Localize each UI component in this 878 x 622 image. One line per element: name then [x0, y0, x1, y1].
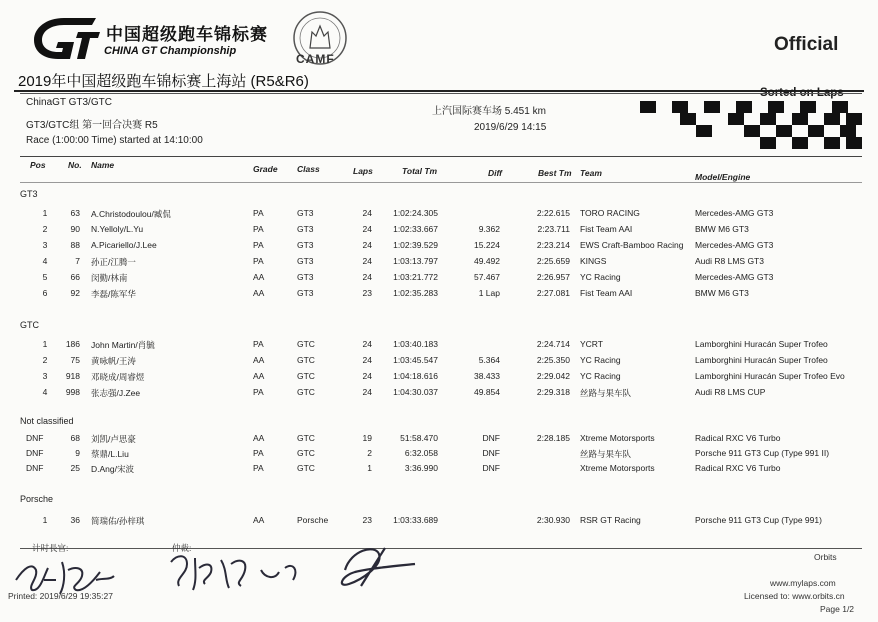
cell-laps: 24 — [362, 240, 372, 250]
cell-no: 918 — [65, 371, 80, 381]
table-row — [0, 433, 878, 446]
cell-best: 2:23.214 — [536, 240, 570, 250]
brand-chinese: 中国超级跑车锦标赛 — [106, 25, 268, 44]
cell-laps: 24 — [362, 272, 372, 282]
cell-team: 丝路与果车队 — [580, 449, 632, 459]
cell-model: Mercedes-AMG GT3 — [695, 240, 774, 250]
cell-class: GTC — [297, 355, 315, 365]
section-gtc: GTC — [20, 320, 39, 330]
cell-name: 简瑞佑/孙梓琪 — [91, 516, 145, 526]
cell-diff: 49.492 — [474, 256, 500, 266]
col-no: No. — [68, 160, 82, 170]
cell-name: D.Ang/宋波 — [91, 464, 134, 474]
orbits-label: Orbits — [814, 552, 837, 562]
cell-laps: 24 — [362, 208, 372, 218]
cell-class: Porsche — [297, 515, 329, 525]
cell-class: GT3 — [297, 240, 314, 250]
cell-pos: DNF — [26, 433, 44, 443]
cell-pos: DNF — [26, 463, 44, 473]
table-row — [0, 288, 878, 301]
cell-team: Fist Team AAI — [580, 288, 633, 298]
cell-team: RSR GT Racing — [580, 515, 641, 525]
race-label: GT3/GTC组 第一回合决赛 R5 — [26, 120, 158, 131]
table-row — [0, 371, 878, 384]
cell-best: 2:22.615 — [536, 208, 570, 218]
cell-diff: 1 Lap — [478, 288, 500, 298]
cell-model: Audi R8 LMS CUP — [695, 387, 766, 397]
col-diff: Diff — [488, 168, 503, 178]
mylaps-url: www.mylaps.com — [770, 578, 836, 588]
cell-name: A.Picariello/J.Lee — [91, 240, 157, 250]
cell-no: 66 — [70, 272, 80, 282]
cell-grade: PA — [253, 339, 264, 349]
cell-laps: 24 — [362, 355, 372, 365]
col-name: Name — [91, 160, 115, 170]
brand-english: CHINA GT Championship — [104, 45, 237, 57]
table-row — [0, 463, 878, 476]
col-total: Total Tm — [402, 166, 438, 176]
cell-class: GTC — [297, 433, 315, 443]
cell-pos: 4 — [42, 387, 48, 397]
cell-diff: 57.467 — [474, 272, 500, 282]
section-gt3: GT3 — [20, 189, 38, 199]
cell-best: 2:23.711 — [537, 224, 570, 234]
header-top-rule — [20, 156, 862, 157]
cell-name: 黄咏帆/王涛 — [91, 356, 136, 366]
cell-diff: 5.364 — [478, 355, 500, 365]
cell-pos: 6 — [42, 288, 48, 298]
col-grade: Grade — [253, 164, 278, 174]
cell-total: 51:58.470 — [400, 433, 438, 443]
cell-model: BMW M6 GT3 — [695, 224, 749, 234]
cell-laps: 19 — [362, 433, 372, 443]
table-row — [0, 208, 878, 221]
cell-grade: AA — [253, 272, 265, 282]
section-porsche: Porsche — [20, 494, 54, 504]
cell-name: A.Christodoulou/臧侃 — [91, 209, 171, 219]
cell-diff: 15.224 — [474, 240, 500, 250]
cell-grade: AA — [253, 433, 265, 443]
cell-total: 1:02:33.667 — [393, 224, 438, 234]
table-row — [0, 355, 878, 368]
cell-laps: 24 — [362, 387, 372, 397]
cell-grade: PA — [253, 463, 264, 473]
table-row — [0, 448, 878, 461]
cell-model: Lamborghini Huracán Super Trofeo Evo — [695, 371, 845, 381]
cell-best: 2:25.659 — [536, 256, 570, 266]
cell-pos: 2 — [42, 355, 48, 365]
cell-model: Lamborghini Huracán Super Trofeo — [695, 339, 828, 349]
cell-pos: 5 — [42, 272, 48, 282]
cell-no: 63 — [70, 208, 80, 218]
cell-best: 2:24.714 — [536, 339, 570, 349]
cell-best: 2:30.930 — [536, 515, 570, 525]
sorted-label: Sorted on Laps — [760, 87, 844, 99]
cell-name: 刘凯/卢思豪 — [91, 434, 136, 444]
cell-total: 1:02:24.305 — [393, 208, 438, 218]
license-label: Licensed to: www.orbits.cn — [744, 591, 845, 601]
cell-total: 1:03:33.689 — [393, 515, 438, 525]
cell-diff: DNF — [482, 448, 500, 458]
cell-pos: 2 — [42, 224, 48, 234]
cell-team: YCRT — [580, 339, 603, 349]
cell-model: Lamborghini Huracán Super Trofeo — [695, 355, 828, 365]
cell-best: 2:29.042 — [536, 371, 570, 381]
cell-no: 25 — [70, 463, 80, 473]
cell-team: Xtreme Motorsports — [580, 433, 655, 443]
cell-diff: 38.433 — [474, 371, 500, 381]
cell-laps: 24 — [362, 256, 372, 266]
cell-name: 张志强/J.Zee — [91, 388, 141, 398]
cell-class: GTC — [297, 339, 315, 349]
timekeeper-label: 计时長官: — [32, 543, 69, 553]
cell-name: 闵勤/林南 — [91, 273, 128, 283]
cell-total: 1:03:40.183 — [393, 339, 438, 349]
cell-class: GT3 — [297, 272, 314, 282]
cell-model: Radical RXC V6 Turbo — [695, 463, 781, 473]
cell-team: YC Racing — [580, 355, 621, 365]
page-title: 2019年中国超级跑车锦标赛上海站 (R5&R6) — [14, 72, 864, 92]
table-row — [0, 256, 878, 269]
cell-no: 998 — [65, 387, 80, 397]
cell-name: 邓晓成/周睿煜 — [91, 372, 145, 382]
cell-model: Mercedes-AMG GT3 — [695, 272, 774, 282]
official-label: Official — [774, 34, 839, 55]
cell-total: 1:04:30.037 — [393, 387, 438, 397]
cell-total: 1:03:21.772 — [393, 272, 438, 282]
cell-team: Fist Team AAI — [580, 224, 633, 234]
cell-best: 2:26.957 — [536, 272, 570, 282]
col-best: Best Tm — [538, 168, 572, 178]
cell-best: 2:25.350 — [536, 355, 570, 365]
cell-total: 1:03:45.547 — [393, 355, 438, 365]
cell-grade: AA — [253, 371, 265, 381]
cell-laps: 1 — [367, 463, 372, 473]
cell-grade: PA — [253, 224, 264, 234]
col-model: Model/Engine — [695, 172, 751, 182]
cell-grade: AA — [253, 355, 265, 365]
cell-team: YC Racing — [580, 272, 621, 282]
section-not-classified: Not classified — [20, 416, 74, 426]
page-number: Page 1/2 — [820, 604, 855, 614]
cell-grade: PA — [253, 208, 264, 218]
cell-pos: 3 — [42, 371, 48, 381]
cell-laps: 24 — [362, 339, 372, 349]
footer-rule — [20, 548, 862, 549]
cell-no: 7 — [75, 256, 80, 266]
cell-class: GTC — [297, 448, 315, 458]
cell-total: 3:36.990 — [404, 463, 438, 473]
cell-no: 68 — [70, 433, 80, 443]
cell-team: Xtreme Motorsports — [580, 463, 655, 473]
cell-name: John Martin/肖毓 — [91, 340, 155, 350]
steward-signature-icon — [165, 540, 425, 598]
cell-best: 2:28.185 — [536, 433, 570, 443]
cell-no: 92 — [70, 288, 80, 298]
table-row — [0, 339, 878, 352]
cell-laps: 24 — [362, 224, 372, 234]
header-bottom-rule — [20, 182, 862, 183]
cell-team: YC Racing — [580, 371, 621, 381]
cell-team: TORO RACING — [580, 208, 640, 218]
series-label: ChinaGT GT3/GTC — [26, 97, 112, 108]
cell-diff: DNF — [482, 463, 500, 473]
cell-team: EWS Craft-Bamboo Racing — [580, 240, 684, 250]
cell-no: 186 — [65, 339, 80, 349]
cell-grade: AA — [253, 515, 265, 525]
col-pos: Pos — [30, 160, 46, 170]
cell-total: 1:02:35.283 — [393, 288, 438, 298]
cell-name: 李磊/陈军华 — [91, 289, 136, 299]
cell-grade: PA — [253, 256, 264, 266]
cell-diff: 9.362 — [478, 224, 500, 234]
steward-label: 仲裁: — [172, 543, 192, 553]
cell-no: 9 — [75, 448, 80, 458]
cell-model: BMW M6 GT3 — [695, 288, 749, 298]
cell-pos: DNF — [26, 448, 44, 458]
cell-grade: AA — [253, 288, 265, 298]
cell-best: 2:29.318 — [536, 387, 570, 397]
cell-model: Porsche 911 GT3 Cup (Type 991 II) — [695, 448, 830, 458]
table-row — [0, 272, 878, 285]
cell-grade: PA — [253, 387, 264, 397]
cell-total: 1:02:39.529 — [393, 240, 438, 250]
cell-grade: PA — [253, 240, 264, 250]
table-row — [0, 240, 878, 253]
cell-class: GTC — [297, 371, 315, 381]
cell-class: GT3 — [297, 256, 314, 266]
cell-class: GTC — [297, 463, 315, 473]
seal-label: CAMF — [296, 52, 335, 66]
cell-total: 6:32.058 — [404, 448, 438, 458]
cell-pos: 1 — [42, 339, 48, 349]
cell-name: 孙正/江腾一 — [91, 257, 136, 267]
cell-model: Radical RXC V6 Turbo — [695, 433, 781, 443]
printed-label: Printed: 2019/6/29 19:35:27 — [8, 591, 113, 601]
col-class: Class — [297, 164, 320, 174]
cell-grade: PA — [253, 448, 264, 458]
cell-pos: 3 — [42, 240, 48, 250]
circuit-label: 上汽国际赛车场 5.451 km — [432, 106, 546, 117]
cell-pos: 1 — [42, 515, 48, 525]
cell-laps: 23 — [362, 515, 372, 525]
cell-diff: 49.854 — [474, 387, 500, 397]
cell-best: 2:27.081 — [536, 288, 570, 298]
table-row — [0, 387, 878, 400]
cell-diff: DNF — [482, 433, 500, 443]
checkered-flag-icon — [640, 101, 862, 149]
cell-class: GT3 — [297, 224, 314, 234]
cell-name: N.Yelloly/L.Yu — [91, 224, 144, 234]
col-laps: Laps — [353, 166, 373, 176]
cell-model: Porsche 911 GT3 Cup (Type 991) — [695, 515, 822, 525]
cell-no: 75 — [70, 355, 80, 365]
china-gt-logo-icon — [30, 14, 102, 62]
cell-class: GTC — [297, 387, 315, 397]
cell-laps: 23 — [362, 288, 372, 298]
cell-laps: 2 — [367, 448, 372, 458]
cell-class: GT3 — [297, 288, 314, 298]
race-start-label: Race (1:00:00 Time) started at 14:10:00 — [26, 135, 203, 146]
cell-name: 蔡鼎/L.Liu — [91, 449, 129, 459]
cell-total: 1:04:18.616 — [393, 371, 438, 381]
cell-model: Mercedes-AMG GT3 — [695, 208, 774, 218]
cell-no: 88 — [70, 240, 80, 250]
cell-team: 丝路与果车队 — [580, 388, 632, 398]
table-row — [0, 515, 878, 528]
date-label: 2019/6/29 14:15 — [474, 122, 547, 133]
cell-laps: 24 — [362, 371, 372, 381]
cell-pos: 4 — [42, 256, 48, 266]
cell-class: GT3 — [297, 208, 314, 218]
col-team: Team — [580, 168, 602, 178]
cell-total: 1:03:13.797 — [393, 256, 438, 266]
cell-no: 36 — [70, 515, 80, 525]
table-row — [0, 224, 878, 237]
cell-pos: 1 — [42, 208, 48, 218]
cell-team: KINGS — [580, 256, 607, 266]
cell-model: Audi R8 LMS GT3 — [695, 256, 764, 266]
cell-no: 90 — [70, 224, 80, 234]
